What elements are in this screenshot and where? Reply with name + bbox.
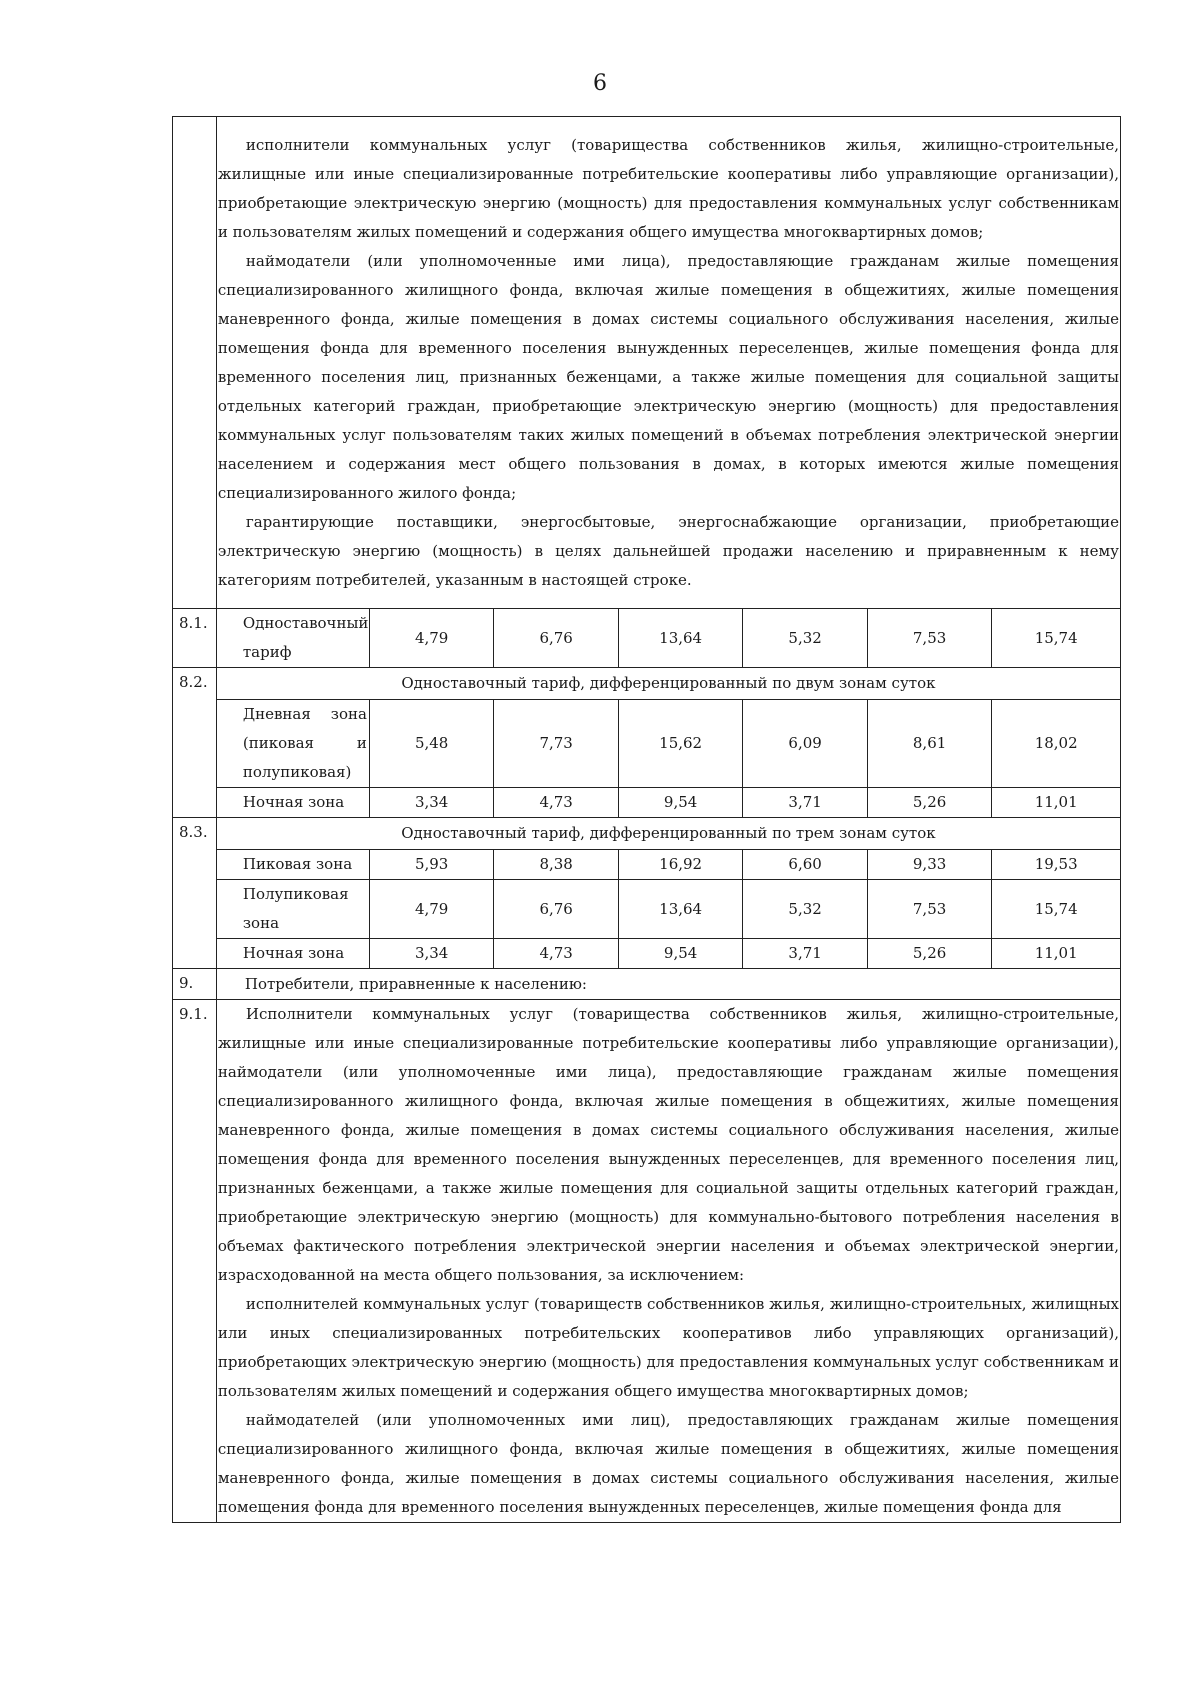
row-label: Одноставочный тариф: [216, 609, 369, 668]
paragraph-exceptions-executors: исполнителей коммунальных услуг (товариществ собственников жилья, жилищно-строительных, жилищных или иных специализированных потребительских кооперативов либо управляющих организаций), приобретающих электрическую энергию (мощность) для предоставления коммунальных услуг собственникам и пользователям жилых помещений и содержания общего имущества многоквартирных домов;: [217, 1295, 1119, 1400]
table-row: [173, 969, 1121, 1000]
continuation-text-cell: [216, 117, 1120, 609]
value-cell: 4,73: [494, 939, 618, 969]
value-cell: 19,53: [992, 850, 1121, 880]
row-label-line: Дневная зона: [242, 705, 367, 723]
row-text: Потребители, приравненные к населению:: [216, 969, 1120, 1000]
value-cell: 3,71: [743, 939, 867, 969]
table-row: [173, 818, 1121, 850]
value-cell: 15,74: [992, 609, 1121, 668]
value-cell: 4,73: [494, 788, 618, 818]
paragraph-exceptions-landlords: наймодателей (или уполномоченных ими лиц), предоставляющих гражданам жилые помещения специализированного жилищного фонда, включая жилые помещения в общежитиях, жилые помещения маневренного фонда, жилые помещения в домах системы социального обслуживания населения, жилые помещения фонда для временного поселения вынужденных переселенцев, жилые помещения фонда для: [217, 1411, 1119, 1516]
value-cell: 15,62: [618, 700, 742, 788]
value-cell: 3,34: [369, 939, 493, 969]
row-text-cell: [216, 1000, 1120, 1523]
row-number: 8.3.: [173, 818, 217, 969]
table-row: [173, 880, 1121, 939]
value-cell: 5,32: [743, 609, 867, 668]
table-row: [173, 700, 1121, 788]
row-label-line: полупиковая): [242, 763, 352, 781]
value-cell: 7,53: [867, 609, 991, 668]
value-cell: 13,64: [618, 609, 742, 668]
value-cell: 18,02: [992, 700, 1121, 788]
value-cell: 5,26: [867, 939, 991, 969]
value-cell: 4,79: [369, 880, 493, 939]
value-cell: 5,32: [743, 880, 867, 939]
section-heading: Одноставочный тариф, дифференцированный по трем зонам суток: [216, 818, 1120, 850]
row-number: 8.2.: [173, 668, 217, 818]
value-cell: 9,54: [618, 788, 742, 818]
value-cell: 5,93: [369, 850, 493, 880]
table-row: [173, 668, 1121, 700]
tariff-table: [172, 116, 1121, 1523]
value-cell: 6,09: [743, 700, 867, 788]
value-cell: 16,92: [618, 850, 742, 880]
row-label-line: (пиковая и: [242, 734, 367, 752]
row-label: Ночная зона: [216, 939, 369, 969]
value-cell: 3,71: [743, 788, 867, 818]
value-cell: 9,33: [867, 850, 991, 880]
value-cell: 6,76: [494, 609, 618, 668]
value-cell: 11,01: [992, 788, 1121, 818]
paragraph-executors: исполнители коммунальных услуг (товарищества собственников жилья, жилищно-строительные, жилищные или иные специализированные потребительские кооперативы либо управляющие организации), приобретающие электрическую энергию (мощность) для предоставления коммунальных услуг собственникам и пользователям жилых помещений и содержания общего имущества многоквартирных домов;: [217, 135, 1119, 241]
value-cell: 8,38: [494, 850, 618, 880]
value-cell: 6,76: [494, 880, 618, 939]
row-label: Пиковая зона: [216, 850, 369, 880]
value-cell: 5,26: [867, 788, 991, 818]
value-cell: 15,74: [992, 880, 1121, 939]
value-cell: 7,73: [494, 700, 618, 788]
row-number: 9.: [173, 969, 217, 1000]
table-row: [173, 609, 1121, 668]
continuation-num-cell: [173, 117, 217, 609]
value-cell: 13,64: [618, 880, 742, 939]
paragraph-suppliers: гарантирующие поставщики, энергосбытовые, энергоснабжающие организации, приобретающие электрическую энергию (мощность) в целях дальнейшей продажи населению и приравненным к нему категориям потребителей, указанным в настоящей строке.: [217, 512, 1119, 589]
value-cell: 9,54: [618, 939, 742, 969]
tariff-grid: [172, 116, 1121, 1523]
value-cell: 8,61: [867, 700, 991, 788]
value-cell: 4,79: [369, 609, 493, 668]
paragraph-landlords: наймодатели (или уполномоченные ими лица), предоставляющие гражданам жилые помещения специализированного жилищного фонда, включая жилые помещения в общежитиях, жилые помещения маневренного фонда, жилые помещения в домах системы социального обслуживания населения, жилые помещения фонда для временного поселения вынужденных переселенцев, жилые помещения фонда для временного поселения лиц, признанных беженцами, а также жилые помещения для социальной защиты отдельных категорий граждан, приобретающие электрическую энергию (мощность) для предоставления коммунальных услуг пользователям таких жилых помещений в объемах потребления электрической энергии населением и содержания мест общего пользования в домах, в которых имеются жилые помещения специализированного жилого фонда;: [217, 251, 1119, 502]
row-number: 8.1.: [173, 609, 217, 668]
table-row: [173, 939, 1121, 969]
table-row: [173, 850, 1121, 880]
section-heading: Одноставочный тариф, дифференцированный по двум зонам суток: [216, 668, 1120, 700]
row-label: Ночная зона: [216, 788, 369, 818]
table-row: [173, 1000, 1121, 1523]
value-cell: 6,60: [743, 850, 867, 880]
row-number: 9.1.: [173, 1000, 217, 1523]
value-cell: 7,53: [867, 880, 991, 939]
value-cell: 5,48: [369, 700, 493, 788]
paragraph-executors-9-1: Исполнители коммунальных услуг (товарищества собственников жилья, жилищно-строительные, жилищные или иные специализированные потребительские кооперативы либо управляющие организации), наймодатели (или уполномоченные ими лица), предоставляющие гражданам жилые помещения специализированного жилищного фонда, включая жилые помещения в общежитиях, жилые помещения маневренного фонда, жилые помещения в домах системы социального обслуживания населения, жилые помещения фонда для временного поселения вынужденных переселенцев, для временного поселения лиц, признанных беженцами, а также жилые помещения для социальной защиты отдельных категорий граждан, приобретающие электрическую энергию (мощность) для коммунально-бытового потребления населения в объемах фактического потребления электрической энергии населения и объемах электрической энергии, израсходованной на места общего пользования, за исключением:: [217, 1005, 1119, 1284]
table-row: [173, 788, 1121, 818]
row-label: Полупиковая зона: [216, 880, 369, 939]
value-cell: 3,34: [369, 788, 493, 818]
page-number: 6: [593, 71, 607, 96]
row-label: [216, 700, 369, 788]
value-cell: 11,01: [992, 939, 1121, 969]
